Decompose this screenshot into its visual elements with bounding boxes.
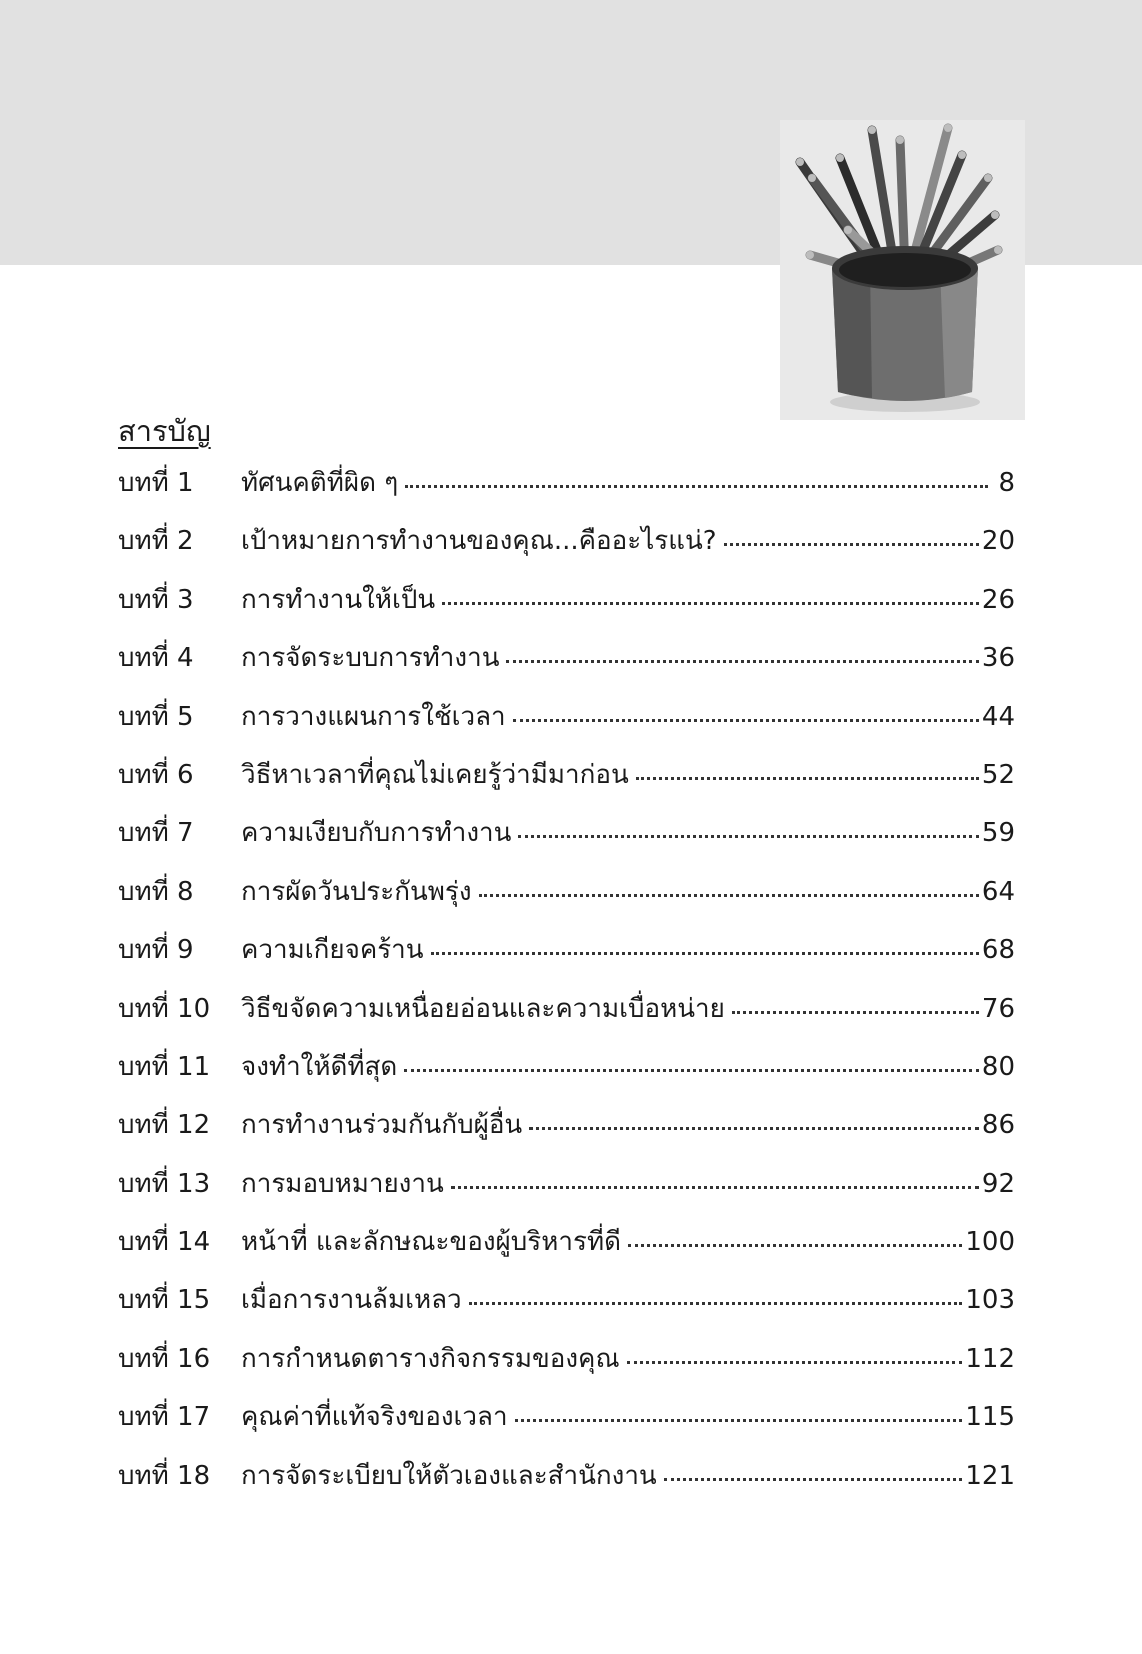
chapter-label: บทที่ 5	[118, 701, 194, 732]
chapter-label: บทที่ 6	[118, 759, 194, 790]
chapter-label: บทที่ 7	[118, 818, 194, 849]
chapter-label: บทที่ 8	[118, 876, 194, 907]
toc-row[interactable]	[118, 462, 1015, 520]
chapter-page: 26	[981, 584, 1015, 615]
toc-row[interactable]	[118, 1104, 1015, 1162]
dot-leader	[451, 1186, 979, 1189]
dot-leader	[724, 543, 979, 546]
toc-row[interactable]	[118, 637, 1015, 695]
dot-leader	[404, 1069, 979, 1072]
dot-leader	[513, 719, 979, 722]
chapter-page: 8	[998, 468, 1015, 498]
dot-leader	[664, 1478, 963, 1481]
chapter-page: 68	[981, 935, 1015, 966]
toc-row[interactable]	[118, 1455, 1015, 1513]
toc-row[interactable]	[118, 812, 1015, 870]
pencil-cup-photo	[780, 120, 1025, 420]
chapter-page: 76	[981, 993, 1015, 1024]
toc-title: สารบัญ	[118, 414, 211, 448]
chapter-page: 59	[981, 818, 1015, 849]
chapter-title: การผัดวันประกันพรุ่ง	[241, 876, 472, 907]
chapter-page: 115	[965, 1402, 1015, 1433]
chapter-page: 121	[965, 1460, 1015, 1491]
chapter-page: 86	[981, 1110, 1015, 1141]
chapter-label: บทที่ 4	[118, 643, 194, 674]
toc-row[interactable]	[118, 871, 1015, 929]
toc-row[interactable]	[118, 988, 1015, 1046]
dot-leader	[518, 835, 978, 838]
chapter-label: บทที่ 10	[118, 993, 211, 1024]
dot-leader	[628, 1244, 962, 1247]
chapter-page: 44	[981, 701, 1015, 732]
chapter-title: เมื่อการงานล้มเหลว	[241, 1285, 462, 1316]
chapter-label: บทที่ 15	[118, 1285, 211, 1316]
chapter-title: การจัดระบบการทำงาน	[241, 643, 500, 674]
chapter-title: การกำหนดตารางกิจกรรมของคุณ	[241, 1343, 620, 1374]
chapter-page: 36	[981, 643, 1015, 674]
chapter-label: บทที่ 12	[118, 1110, 211, 1141]
dot-leader	[636, 777, 979, 780]
chapter-page: 64	[981, 876, 1015, 907]
chapter-title: วิธีขจัดความเหนื่อยอ่อนและความเบื่อหน่าย	[241, 993, 725, 1024]
toc-row[interactable]	[118, 1279, 1015, 1337]
chapter-label: บทที่ 2	[118, 526, 194, 557]
chapter-title: วิธีหาเวลาที่คุณไม่เคยรู้ว่ามีมาก่อน	[241, 759, 629, 790]
chapter-label: บทที่ 9	[118, 935, 194, 966]
chapter-page: 52	[981, 759, 1015, 790]
chapter-title: เป้าหมายการทำงานของคุณ...คืออะไรแน่?	[241, 526, 717, 557]
chapter-label: บทที่ 17	[118, 1402, 211, 1433]
toc-row[interactable]	[118, 579, 1015, 637]
toc-row[interactable]	[118, 520, 1015, 578]
chapter-label: บทที่ 11	[118, 1051, 211, 1082]
chapter-title: การจัดระเบียบให้ตัวเองและสำนักงาน	[241, 1460, 657, 1491]
chapter-label: บทที่ 3	[118, 584, 194, 615]
toc-row[interactable]	[118, 1046, 1015, 1104]
chapter-title: ความเกียจคร้าน	[241, 935, 424, 966]
dot-leader	[732, 1011, 979, 1014]
chapter-title: การทำงานร่วมกันกับผู้อื่น	[241, 1110, 523, 1141]
dot-leader	[479, 894, 979, 897]
chapter-label: บทที่ 13	[118, 1168, 211, 1199]
chapter-title: การมอบหมายงาน	[241, 1168, 444, 1199]
dot-leader	[442, 602, 979, 605]
chapter-page: 92	[981, 1168, 1015, 1199]
chapter-title: ทัศนคติที่ผิด ๆ	[241, 468, 399, 498]
pencil-cup-icon	[780, 120, 1025, 420]
chapter-title: หน้าที่ และลักษณะของผู้บริหารที่ดี	[241, 1227, 621, 1258]
toc-row[interactable]	[118, 929, 1015, 987]
toc-row[interactable]	[118, 1338, 1015, 1396]
chapter-title: ความเงียบกับการทำงาน	[241, 818, 512, 849]
chapter-title: จงทำให้ดีที่สุด	[241, 1051, 398, 1082]
chapter-title: การวางแผนการใช้เวลา	[241, 701, 506, 732]
toc-list	[118, 462, 1015, 1513]
dot-leader	[627, 1361, 963, 1364]
dot-leader	[405, 485, 988, 488]
chapter-page: 100	[965, 1227, 1015, 1258]
dot-leader	[469, 1302, 963, 1305]
chapter-title: การทำงานให้เป็น	[241, 584, 436, 615]
toc-row[interactable]	[118, 1163, 1015, 1221]
dot-leader	[515, 1419, 963, 1422]
chapter-page: 103	[965, 1285, 1015, 1316]
toc-row[interactable]	[118, 754, 1015, 812]
chapter-page: 20	[981, 526, 1015, 557]
chapter-page: 112	[965, 1343, 1015, 1374]
toc-row[interactable]	[118, 696, 1015, 754]
chapter-label: บทที่ 1	[118, 468, 194, 498]
chapter-label: บทที่ 14	[118, 1227, 211, 1258]
chapter-label: บทที่ 18	[118, 1460, 211, 1491]
toc-row[interactable]	[118, 1221, 1015, 1279]
dot-leader	[431, 952, 979, 955]
chapter-page: 80	[981, 1051, 1015, 1082]
chapter-label: บทที่ 16	[118, 1343, 211, 1374]
dot-leader	[506, 660, 978, 663]
chapter-title: คุณค่าที่แท้จริงของเวลา	[241, 1402, 508, 1433]
toc-row[interactable]	[118, 1396, 1015, 1454]
dot-leader	[529, 1127, 979, 1130]
